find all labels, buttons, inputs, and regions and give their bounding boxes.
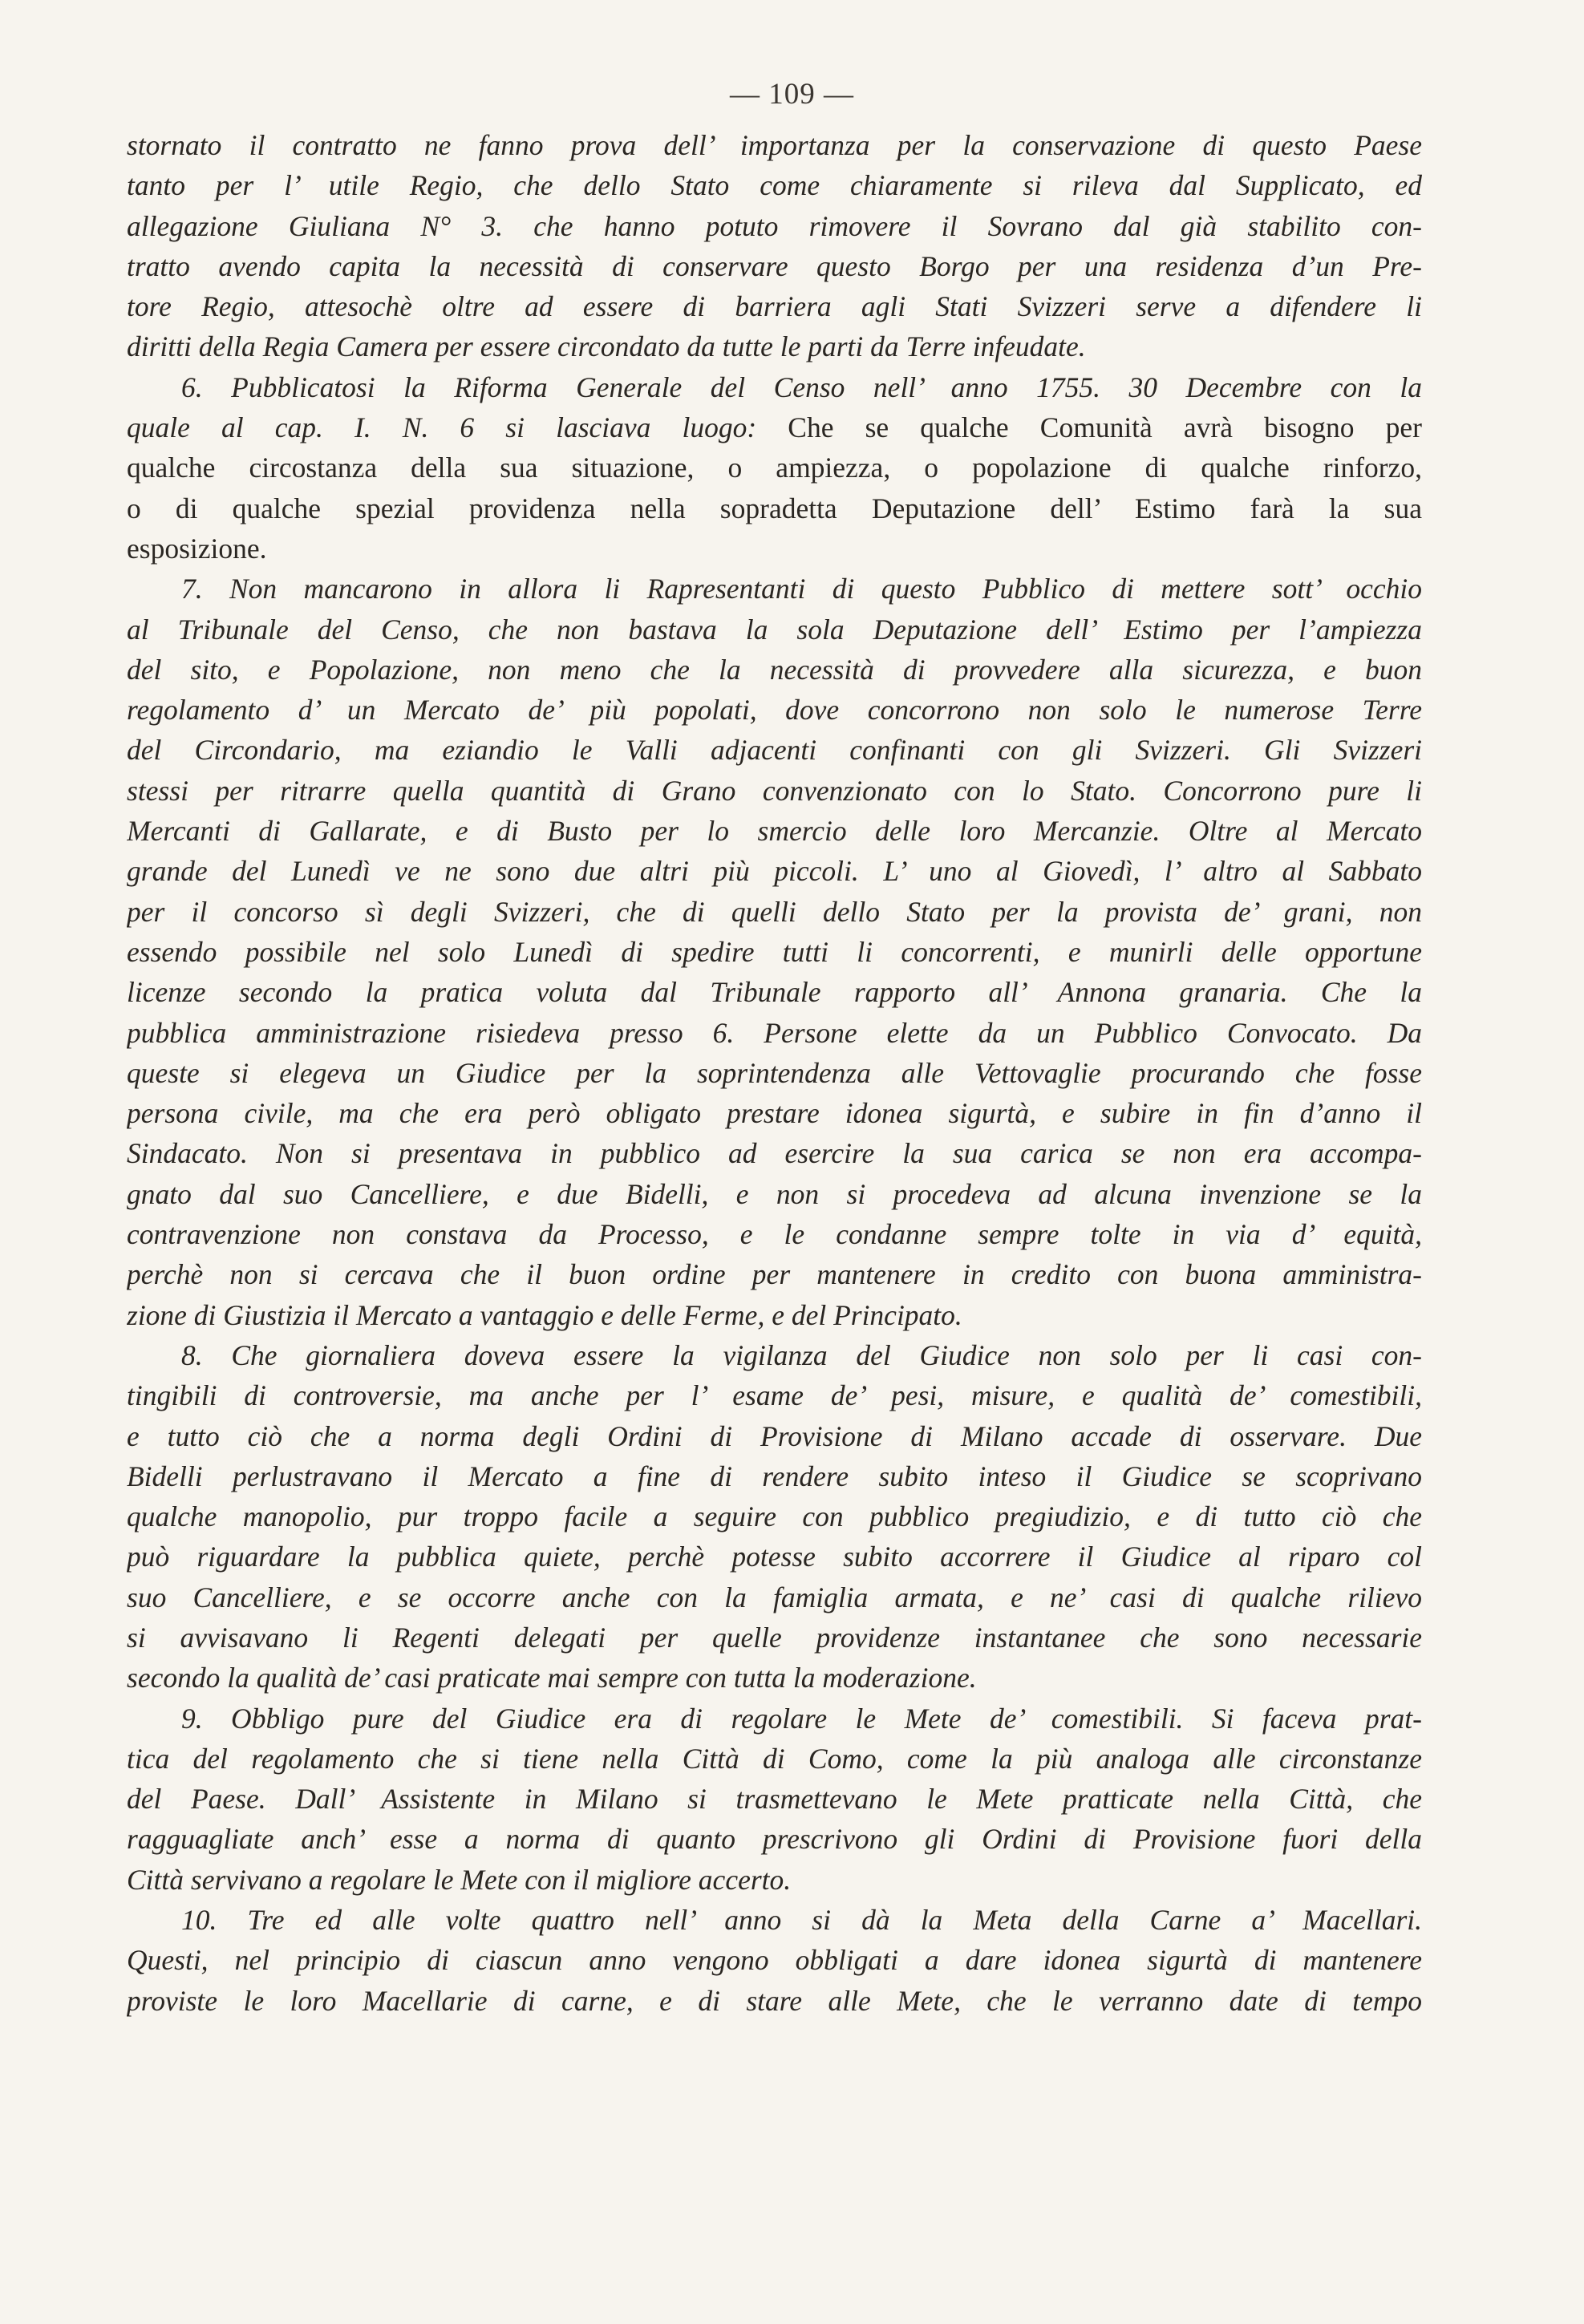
- text-line: gnato dal suo Cancelliere, e due Bidelli, e non si procedeva ad alcuna invenzione se la: [127, 1177, 1422, 1210]
- text-line: tica del regolamento che si tiene nella Città di Como, come la più analoga alle circonstanze: [127, 1742, 1422, 1775]
- text-line: secondo la qualità de’ casi praticate mai sempre con tutta la moderazione.: [127, 1662, 977, 1694]
- text-line: del sito, e Popolazione, non meno che la necessità di provvedere alla sicurezza, e buon: [127, 653, 1422, 686]
- text-line: per il concorso sì degli Svizzeri, che di quelli dello Stato per la provista de’ grani, non: [127, 895, 1422, 928]
- text-line: stessi per ritrarre quella quantità di Grano convenzionato con lo Stato. Concorrono pure li: [127, 774, 1422, 807]
- text-line: può riguardare la pubblica quiete, perchè potesse subito accorrere il Giudice al riparo col: [127, 1541, 1422, 1573]
- text-italic-segment: quale al cap. I. N. 6 si lasciava luogo:: [127, 411, 788, 444]
- text-line: Sindacato. Non si presentava in pubblico ad esercire la sua carica se non era accompa-: [127, 1137, 1422, 1170]
- text-line: 10. Tre ed alle volte quattro nell’ anno si dà la Meta della Carne a’ Macellari.: [181, 1904, 1422, 1937]
- text-line: 9. Obbligo pure del Giudice era di regolare le Mete de’ comestibili. Si faceva prat-: [181, 1702, 1422, 1735]
- text-line: 7. Non mancarono in allora li Rapresentanti di questo Pubblico di mettere sott’ occhio: [181, 573, 1422, 605]
- text-line: 6. Pubblicatosi la Riforma Generale del Censo nell’ anno 1755. 30 Decembre con la: [181, 370, 1422, 403]
- text-line: regolamento d’ un Mercato de’ più popolati, dove concorrono non solo le numerose Terre: [127, 694, 1422, 727]
- text-line: 8. Che giornaliera doveva essere la vigilanza del Giudice non solo per li casi con-: [181, 1338, 1422, 1371]
- text-line: pubblica amministrazione risiedeva presso 6. Persone elette da un Pubblico Convocato. Da: [127, 1016, 1422, 1049]
- page-number: — 109 —: [730, 78, 854, 111]
- text-line: Questi, nel principio di ciascun anno vengono obbligati a dare idonea sigurtà di mantenere: [127, 1944, 1422, 1977]
- text-line: essendo possibile nel solo Lunedì di spedire tutti li concorrenti, e munirli delle opportune: [127, 935, 1422, 968]
- text-line: si avvisavano li Regenti delegati per quelle providenze instantanee che sono necessarie: [127, 1621, 1422, 1654]
- text-line: suo Cancelliere, e se occorre anche con la famiglia armata, e ne’ casi di qualche rilievo: [127, 1581, 1422, 1613]
- text-line: del Paese. Dall’ Assistente in Milano si trasmettevano le Mete pratticate nella Città, che: [127, 1783, 1422, 1816]
- text-line: perchè non si cercava che il buon ordine per mantenere in credito con buona amministra-: [127, 1258, 1422, 1291]
- text-line: zione di Giustizia il Mercato a vantaggio e delle Ferme, e del Principato.: [127, 1298, 962, 1331]
- text-line: diritti della Regia Camera per essere circondato da tutte le parti da Terre infeudate.: [127, 330, 1086, 363]
- text-line: o di qualche spezial providenza nella sopradetta Deputazione dell’ Estimo farà la sua: [127, 492, 1422, 524]
- body-text: [127, 125, 1422, 2021]
- text-line: stornato il contratto ne fanno prova dell’ importanza per la conservazione di questo Paese: [127, 129, 1422, 161]
- text-line: [127, 407, 1422, 447]
- text-line: del Circondario, ma eziandio le Valli adjacenti confinanti con gli Svizzeri. Gli Svizzeri: [127, 734, 1422, 767]
- text-line: e tutto ciò che a norma degli Ordini di Provisione di Milano accade di osservare. Due: [127, 1419, 1422, 1452]
- text-line: Bidelli perlustravano il Mercato a fine di rendere subito inteso il Giudice se scoprivano: [127, 1460, 1422, 1492]
- text-line: Città servivano a regolare le Mete con il migliore accerto.: [127, 1863, 792, 1896]
- text-line: tore Regio, attesochè oltre ad essere di barriera agli Stati Svizzeri serve a difendere li: [127, 290, 1422, 323]
- text-line: qualche circostanza della sua situazione, o ampiezza, o popolazione di qualche rinforzo,: [127, 451, 1422, 484]
- text-line: tanto per l’ utile Regio, che dello Stato come chiaramente si rileva dal Supplicato, ed: [127, 169, 1422, 202]
- text-line: tratto avendo capita la necessità di conservare questo Borgo per una residenza d’un Pre-: [127, 249, 1422, 282]
- text-line: esposizione.: [127, 532, 267, 565]
- text-line: queste si elegeva un Giudice per la soprintendenza alle Vettovaglie procurando che fosse: [127, 1056, 1422, 1089]
- text-line: contravenzione non constava da Processo, e le condanne sempre tolte in via d’ equità,: [127, 1218, 1422, 1251]
- text-line: Mercanti di Gallarate, e di Busto per lo smercio delle loro Mercanzie. Oltre al Mercato: [127, 815, 1422, 848]
- text-line: tingibili di controversie, ma anche per l’ esame de’ pesi, misure, e qualità de’ comestibili,: [127, 1379, 1422, 1412]
- text-line: persona civile, ma che era però obligato prestare idonea sigurtà, e subire in fin d’anno il: [127, 1097, 1422, 1130]
- text-line: qualche manopolio, pur troppo facile a seguire con pubblico pregiudizio, e di tutto ciò che: [127, 1500, 1422, 1533]
- text-line: ragguagliate anch’ esse a norma di quanto prescrivono gli Ordini di Provisione fuori della: [127, 1823, 1422, 1856]
- text-line: allegazione Giuliana N° 3. che hanno potuto rimovere il Sovrano dal già stabilito con-: [127, 209, 1422, 242]
- text-roman-segment: Che se qualche Comunità avrà bisogno per: [788, 411, 1422, 444]
- text-line: licenze secondo la pratica voluta dal Tribunale rapporto all’ Annona granaria. Che la: [127, 976, 1422, 1009]
- text-line: al Tribunale del Censo, che non bastava la sola Deputazione dell’ Estimo per l’ampiezza: [127, 613, 1422, 646]
- text-line: proviste le loro Macellarie di carne, e di stare alle Mete, che le verranno date di tempo: [127, 1984, 1422, 2017]
- text-line: grande del Lunedì ve ne sono due altri più piccoli. L’ uno al Giovedì, l’ altro al Sabbato: [127, 855, 1422, 888]
